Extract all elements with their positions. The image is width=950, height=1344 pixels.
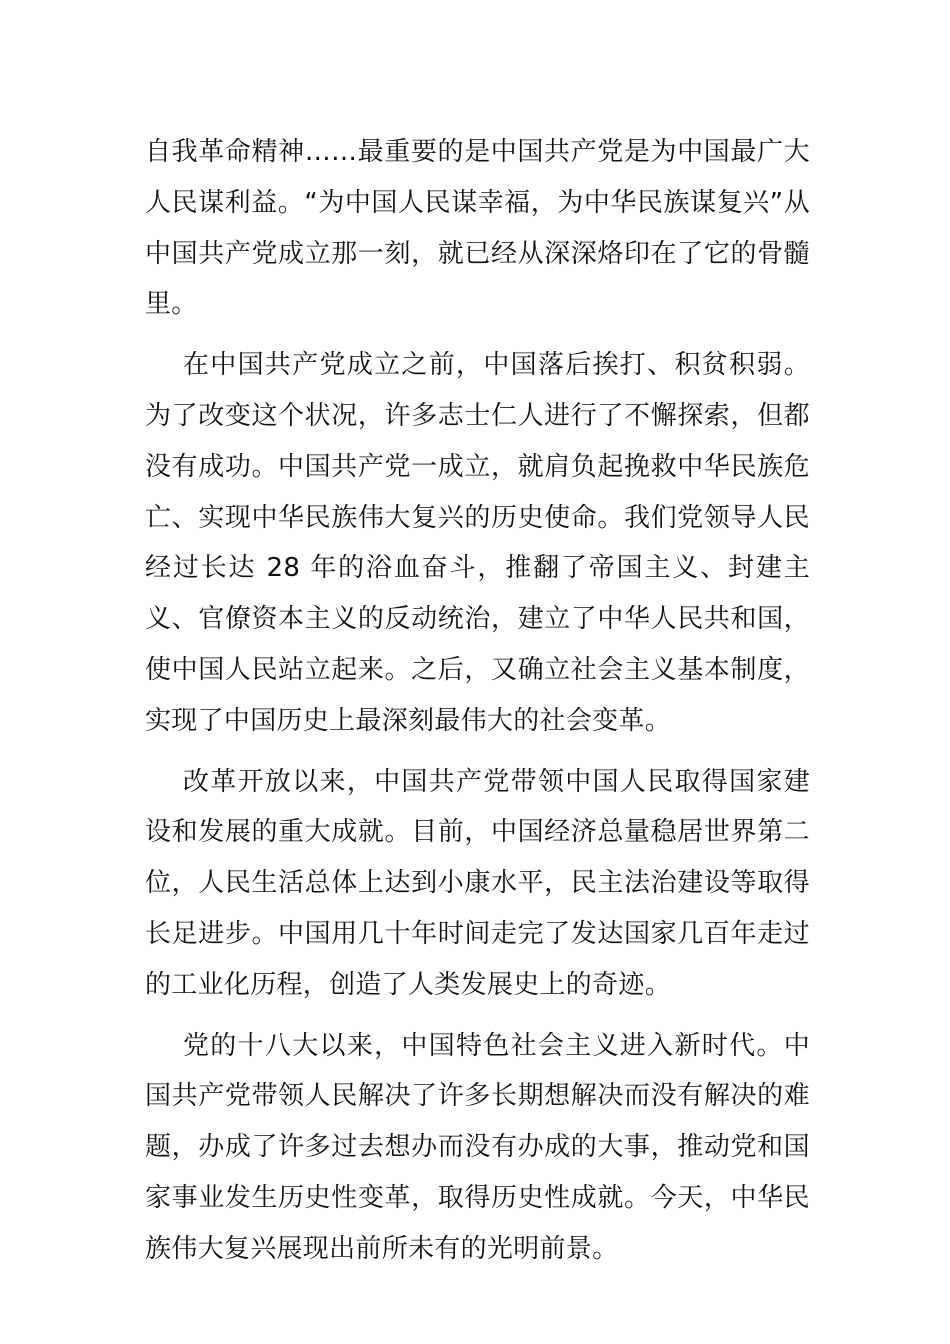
paragraph-4: 党的十八大以来，中国特色社会主义进入新时代。中国共产党带领人民解决了许多长期想解决而没有解决的难题，办成了许多过去想办而没有办成的大事，推动党和国家事业发生历史性变革，取得历史性成就。今天，中华民族伟大复兴展现出前所未有的光明前景。 xyxy=(145,1030,810,1264)
document-body xyxy=(145,127,810,1275)
paragraph-1: 自我革命精神……最重要的是中国共产党是为中国最广大人民谋利益。“为中国人民谋幸福，为中华民族谋复兴”从中国共产党成立那一刻，就已经从深深烙印在了它的骨髓里。 xyxy=(145,137,810,320)
paragraph-3: 改革开放以来，中国共产党带领中国人民取得国家建设和发展的重大成就。目前，中国经济总量稳居世界第二位，人民生活总体上达到小康水平，民主法治建设等取得长足进步。中国用几十年时间走完了发达国家几百年走过的工业化历程，创造了人类发展史上的奇迹。 xyxy=(145,766,810,1000)
paragraph-2: 在中国共产党成立之前，中国落后挨打、积贫积弱。为了改变这个状况，许多志士仁人进行了不懈探索，但都没有成功。中国共产党一成立，就肩负起挽救中华民族危亡、实现中华民族伟大复兴的历史使命。我们党领导人民经过长达 28 年的浴血奋斗，推翻了帝国主义、封建主义、官僚资本主义的反动统治，建立了中华人民共和国，使中国人民站立起来。之后，又确立社会主义基本制度，实现了中国历史上最深刻最伟大的社会变革。 xyxy=(145,350,810,736)
